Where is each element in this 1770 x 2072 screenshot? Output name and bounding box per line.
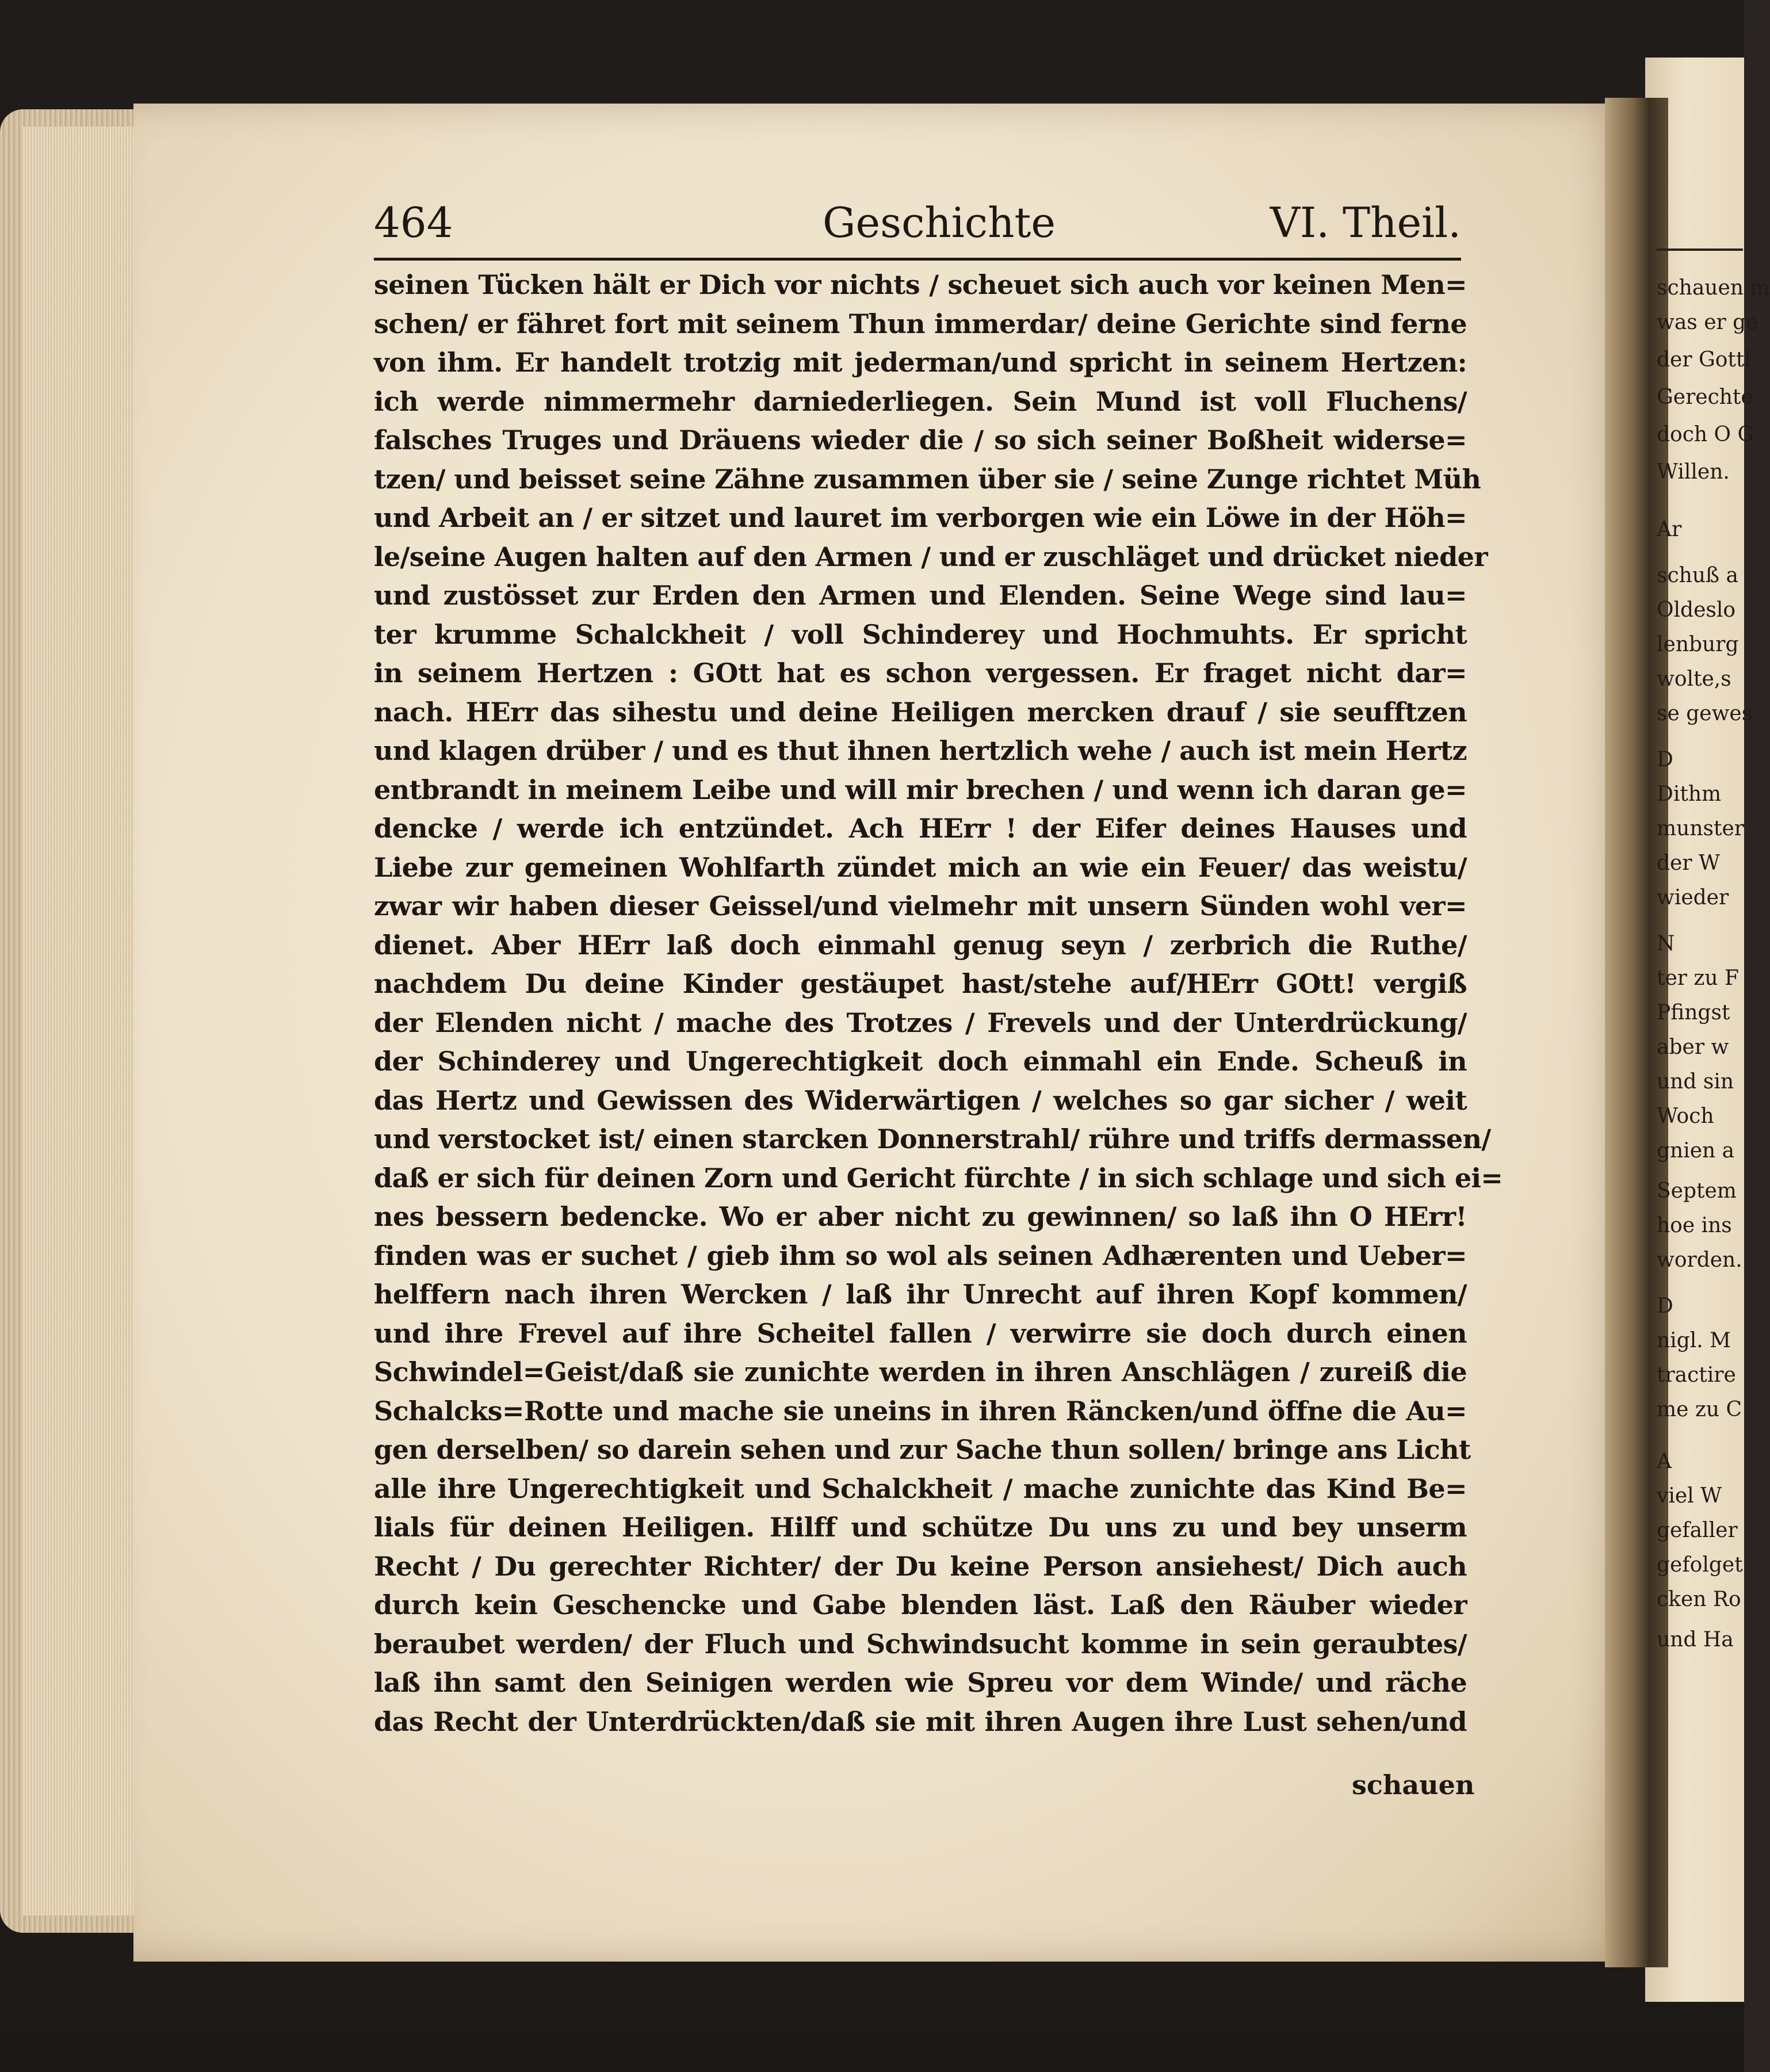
text-line: zwar wir haben dieser Geissel/und vielmehr mit unsern Sünden wohl ver= [374, 890, 1467, 922]
text-line: Schalcks=Rotte und mache sie uneins in ihren Räncken/und öffne die Au= [374, 1395, 1467, 1427]
facing-page-fragment: ter zu F [1657, 966, 1739, 990]
facing-page-fragment: D [1657, 748, 1673, 771]
facing-page-fragment: doch O G [1657, 423, 1754, 446]
text-line: Schwindel=Geist/daß sie zunichte werden in ihren Anschlägen / zureiß die [374, 1356, 1467, 1387]
text-line: finden was er suchet / gieb ihm so wol als seinen Adhærenten und Ueber= [374, 1240, 1467, 1271]
facing-page-fragment: wolte,s [1657, 667, 1731, 691]
text-line: dienet. Aber HErr laß doch einmahl genug seyn / zerbrich die Ruthe/ [374, 929, 1467, 961]
facing-page-fragment: munster [1657, 817, 1744, 840]
facing-page-fragment: Oldeslo [1657, 598, 1736, 622]
facing-page-fragment: gefolget [1657, 1553, 1743, 1577]
text-line: le/seine Augen halten auf den Armen / und er zuschläget und drücket nieder [374, 541, 1488, 572]
text-line: helffern nach ihren Wercken / laß ihr Unrecht auf ihren Kopf kommen/ [374, 1279, 1467, 1310]
facing-page-fragment: nigl. M [1657, 1329, 1731, 1352]
text-line: und klagen drüber / und es thut ihnen hertzlich wehe / auch ist mein Hertz [374, 735, 1467, 766]
facing-page-fragment: Ar [1657, 518, 1682, 541]
book-gutter [1605, 98, 1668, 1967]
facing-page-fragment: wieder [1657, 886, 1729, 909]
facing-page-fragment: Willen. [1657, 460, 1730, 484]
text-line: gen derselben/ so darein sehen und zur Sache thun sollen/ bringe ans Licht [374, 1434, 1471, 1465]
text-line: in seinem Hertzen : GOtt hat es schon vergessen. Er fraget nicht dar= [374, 657, 1467, 689]
text-line: der Schinderey und Ungerechtigkeit doch einmahl ein Ende. Scheuß in [374, 1046, 1467, 1077]
facing-page-fragment: gnien a [1657, 1139, 1735, 1163]
text-line: Recht / Du gerechter Richter/ der Du keine Person ansiehest/ Dich auch [374, 1550, 1467, 1582]
facing-page-fragment: cken Ro [1657, 1588, 1741, 1611]
facing-page-fragment: schauen m [1657, 276, 1770, 300]
body-text [374, 266, 1503, 1741]
facing-page-fragment: viel W [1657, 1484, 1722, 1508]
facing-page-fragment: Septem [1657, 1179, 1737, 1203]
facing-page-fragment: der Gottl [1657, 348, 1751, 372]
header-rule [374, 258, 1461, 261]
text-line: das Recht der Unterdrückten/daß sie mit ihren Augen ihre Lust sehen/und [374, 1706, 1467, 1737]
text-line: entbrandt in meinem Leibe und will mir brechen / und wenn ich daran ge= [374, 774, 1467, 805]
facing-page-fragment: worden. [1657, 1248, 1742, 1272]
facing-page-fragment: gefaller [1657, 1519, 1738, 1542]
facing-page-fragment: D [1657, 1294, 1673, 1318]
facing-page-fragment: was er ge [1657, 311, 1758, 334]
text-line: seinen Tücken hält er Dich vor nichts / scheuet sich auch vor keinen Men= [374, 269, 1467, 300]
text-line: ter krumme Schalckheit / voll Schinderey und Hochmuhts. Er spricht [374, 618, 1467, 650]
text-line: nes bessern bedencke. Wo er aber nicht zu gewinnen/ so laß ihn O HErr! [374, 1201, 1467, 1232]
text-line: falsches Truges und Dräuens wieder die / so sich seiner Boßheit widerse= [374, 425, 1467, 456]
text-line: daß er sich für deinen Zorn und Gericht fürchte / in sich schlage und sich ei= [374, 1162, 1503, 1194]
part-label: VI. Theil. [1270, 198, 1461, 247]
text-line: Liebe zur gemeinen Wohlfarth zündet mich an wie ein Feuer/ das weistu/ [374, 851, 1467, 883]
facing-page-fragment: der W [1657, 851, 1721, 875]
text-line: tzen/ und beisset seine Zähne zusammen über sie / seine Zunge richtet Müh [374, 463, 1481, 495]
facing-page-fragment: und Ha [1657, 1628, 1734, 1652]
page-header [374, 198, 1461, 262]
facing-page-fragment: tractire [1657, 1363, 1736, 1387]
text-line: das Hertz und Gewissen des Widerwärtigen / welches so gar sicher / weit [374, 1084, 1467, 1116]
page-edges-inner [23, 127, 144, 1916]
text-line: nachdem Du deine Kinder gestäupet hast/stehe auf/HErr GOtt! vergiß [374, 968, 1467, 999]
text-line: und ihre Frevel auf ihre Scheitel fallen / verwirre sie doch durch einen [374, 1317, 1467, 1349]
catchword: schauen [1352, 1769, 1475, 1800]
facing-page-fragment: aber w [1657, 1035, 1729, 1059]
text-line: der Elenden nicht / mache des Trotzes / Frevels und der Unterdrückung/ [374, 1007, 1467, 1038]
running-title: Geschichte [823, 198, 1056, 247]
facing-page-fragment: Pfingst [1657, 1001, 1730, 1024]
facing-page-fragment: und sin [1657, 1070, 1734, 1094]
page-number: 464 [374, 198, 453, 247]
text-line: laß ihn samt den Seinigen werden wie Spreu vor dem Winde/ und räche [374, 1667, 1467, 1698]
text-line: alle ihre Ungerechtigkeit und Schalckheit / mache zunichte das Kind Be= [374, 1473, 1467, 1504]
facing-page-fragment: hoe ins [1657, 1214, 1732, 1237]
text-line: schen/ er fähret fort mit seinem Thun immerdar/ deine Gerichte sind ferne [374, 308, 1467, 339]
facing-page-fragment: A [1657, 1450, 1672, 1473]
facing-page-fragment: Gerechte [1657, 385, 1753, 409]
text-line: ich werde nimmermehr darniederliegen. Sein Mund ist voll Fluchens/ [374, 385, 1467, 417]
facing-page-rule [1657, 249, 1743, 251]
facing-page-fragment: N [1657, 932, 1675, 955]
facing-page-fragment: Woch [1657, 1104, 1714, 1128]
text-line: beraubet werden/ der Fluch und Schwindsucht komme in sein geraubtes/ [374, 1628, 1467, 1660]
facing-page-fragment: me zu C [1657, 1398, 1742, 1421]
text-line: dencke / werde ich entzündet. Ach HErr ! der Eifer deines Hauses und [374, 813, 1467, 844]
text-line: lials für deinen Heiligen. Hilff und schütze Du uns zu und bey unserm [374, 1512, 1467, 1543]
facing-page-fragment: Dithm [1657, 782, 1722, 806]
text-line: und zustösset zur Erden den Armen und Elenden. Seine Wege sind lau= [374, 580, 1467, 611]
text-line: und verstocket ist/ einen starcken Donnerstrahl/ rühre und triffs dermassen/ [374, 1123, 1491, 1154]
text-line: durch kein Geschencke und Gabe blenden läst. Laß den Räuber wieder [374, 1589, 1467, 1620]
text-line: von ihm. Er handelt trotzig mit jederman/und spricht in seinem Hertzen: [374, 347, 1467, 378]
text-line: nach. HErr das sihestu und deine Heiligen mercken drauf / sie seufftzen [374, 696, 1467, 728]
facing-page-fragment: lenburg [1657, 633, 1739, 656]
facing-page-fragment: schuß a [1657, 564, 1738, 587]
facing-page-fragment: se gewes [1657, 702, 1753, 725]
text-line: und Arbeit an / er sitzet und lauret im verborgen wie ein Löwe in der Höh= [374, 502, 1467, 533]
